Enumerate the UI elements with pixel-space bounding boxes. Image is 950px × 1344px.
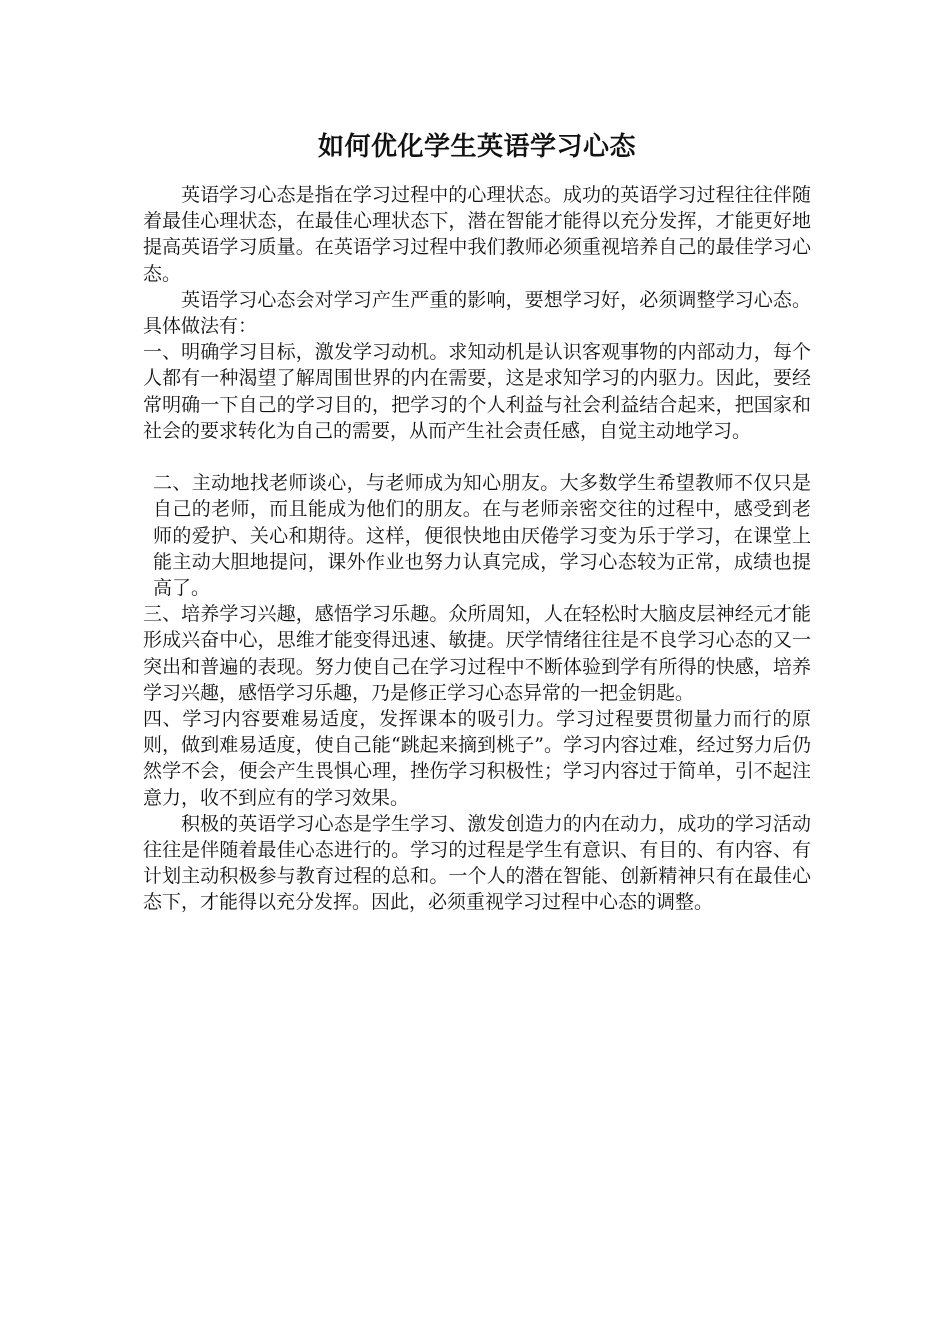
paragraph-point-1: 一、明确学习目标，激发学习动机。求知动机是认识客观事物的内部动力，每个人都有一种渴望了解周围世界的内在需要，这是求知学习的内驱力。因此，要经常明确一下自己的学习目的，把学习的个人利益与社会利益结合起来，把国家和社会的要求转化为自己的需要，从而产生社会责任感，自觉主动地学习。 bbox=[143, 341, 811, 442]
paragraph-point-2: 二、主动地找老师谈心，与老师成为知心朋友。大多数学生希望教师不仅只是自己的老师，而且能成为他们的朋友。在与老师亲密交往的过程中，感受到老师的爱护、关心和期待。这样，便很快地由厌倦学习变为乐于学习，在课堂上能主动大胆地提问，课外作业也努力认真完成，学习心态较为正常，成绩也提高了。 bbox=[153, 472, 811, 600]
paragraph-methods-lead: 英语学习心态会对学习产生严重的影响，要想学习好，必须调整学习心态。具体做法有： bbox=[143, 288, 811, 338]
paragraph-point-4: 四、学习内容要难易适度，发挥课本的吸引力。学习过程要贯彻量力而行的原则，做到难易适度，使自己能“跳起来摘到桃子”。学习内容过难，经过努力后仍然学不会，便会产生畏惧心理，挫伤学习积极性；学习内容过于简单，引不起注意力，收不到应有的学习效果。 bbox=[143, 708, 811, 809]
document-title: 如何优化学生英语学习心态 bbox=[317, 132, 636, 162]
paragraph-intro: 英语学习心态是指在学习过程中的心理状态。成功的英语学习过程往往伴随着最佳心理状态，在最佳心理状态下，潜在智能才能得以充分发挥，才能更好地提高英语学习质量。在英语学习过程中我们教师必须重视培养自己的最佳学习心态。 bbox=[143, 184, 811, 285]
paragraph-conclusion: 积极的英语学习心态是学生学习、激发创造力的内在动力，成功的学习活动往往是伴随着最佳心态进行的。学习的过程是学生有意识、有目的、有内容、有计划主动积极参与教育过程的总和。一个人的潜在智能、创新精神只有在最佳心态下，才能得以充分发挥。因此，必须重视学习过程中心态的调整。 bbox=[143, 812, 811, 914]
paragraph-point-3: 三、培养学习兴趣，感悟学习乐趣。众所周知，人在轻松时大脑皮层神经元才能形成兴奋中心，思维才能变得迅速、敏捷。厌学情绪往往是不良学习心态的又一突出和普遍的表现。努力使自己在学习过程中不断体验到学有所得的快感，培养学习兴趣，感悟学习乐趣，乃是修正学习心态异常的一把金钥匙。 bbox=[143, 603, 811, 704]
blank-line bbox=[143, 444, 811, 470]
document-page bbox=[143, 124, 811, 916]
